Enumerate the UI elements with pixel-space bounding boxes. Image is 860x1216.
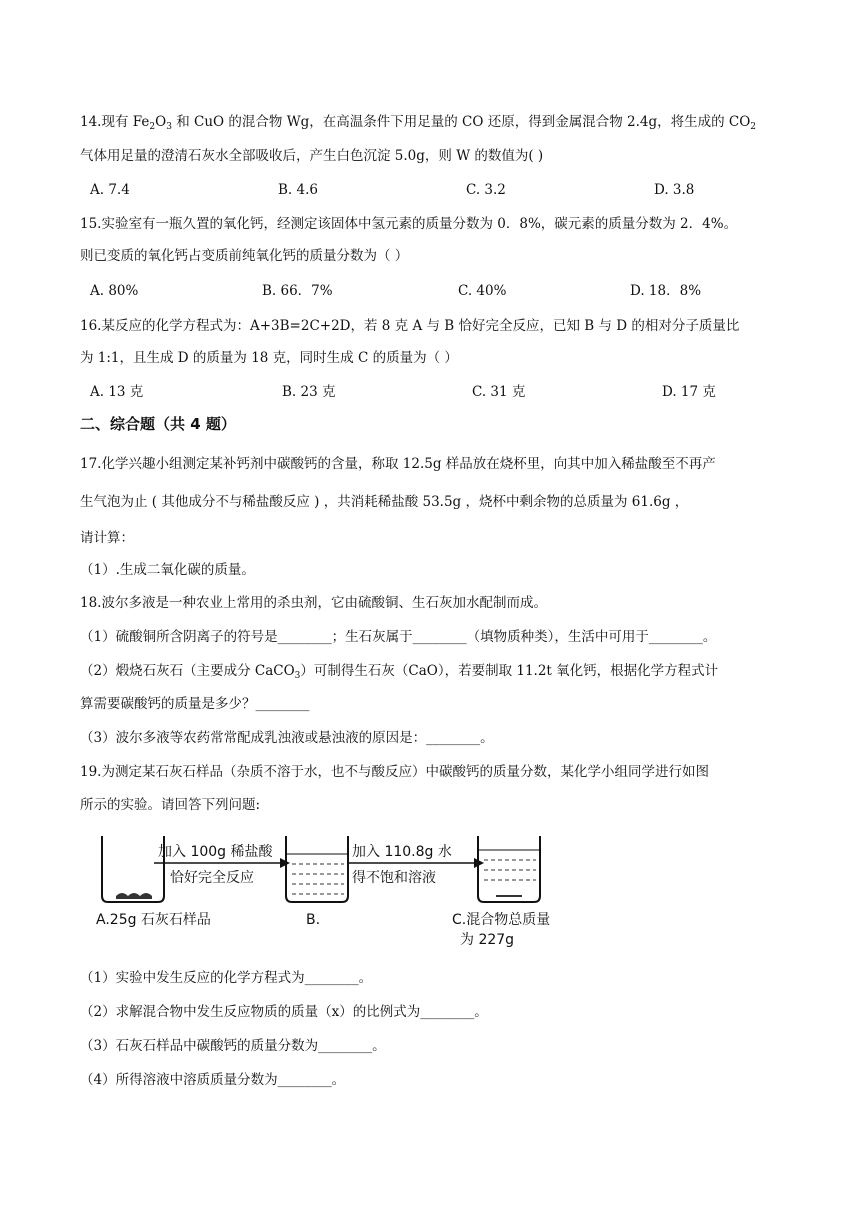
q16-line1: 16.某反应的化学方程式为：A+3B=2C+2D，若 8 克 A 与 B 恰好完全反应，已知 B 与 D 的相对分子质量比: [80, 318, 740, 334]
q18-sub3: （3）波尔多液等农药常常配成乳浊液或悬浊液的原因是：________。: [80, 730, 494, 746]
q18-line1: 18.波尔多液是一种农业上常用的杀虫剂，它由硫酸铜、生石灰加水配制而成。: [80, 595, 547, 611]
q16-option-d: D. 17 克: [662, 384, 716, 400]
q15-option-b: B. 66．7%: [262, 283, 333, 299]
beaker-b-icon: [286, 836, 348, 902]
q14-option-d: D. 3.8: [654, 182, 695, 198]
q18-sub2-line2: 算需要碳酸钙的质量是多少？________: [80, 696, 310, 712]
q18-sub1: （1）硫酸铜所含阴离子的符号是________；生石灰属于________（填物质种类），生活中可用于________。: [80, 629, 717, 645]
q15-option-d: D. 18．8%: [630, 283, 702, 299]
q14-line2: 气体用足量的澄清石灰水全部吸收后，产生白色沉淀 5.0g，则 W 的数值为( ): [80, 148, 544, 164]
section-2-heading: 二、综合题（共 4 题）: [80, 415, 236, 433]
label-b: B.: [306, 912, 321, 928]
q19-line1: 19.为测定某石灰石样品（杂质不溶于水，也不与酸反应）中碳酸钙的质量分数，某化学小组同学进行如图: [80, 764, 709, 780]
arrow2-bottom-label: 得不饱和溶液: [352, 870, 436, 886]
arrow2-top-label: 加入 110.8g 水: [352, 844, 452, 860]
q14-option-b: B. 4.6: [278, 182, 318, 198]
q17-sub1: （1）.生成二氧化碳的质量。: [80, 562, 255, 578]
label-c-line2: 为 227g: [460, 932, 515, 948]
q15-option-a: A. 80%: [90, 283, 139, 299]
q14-option-a: A. 7.4: [90, 182, 130, 198]
q16-line2: 为 1:1，且生成 D 的质量为 18 克，同时生成 C 的质量为（ ）: [80, 350, 458, 366]
q16-option-a: A. 13 克: [90, 384, 144, 400]
q15-line2: 则已变质的氧化钙占变质前纯氧化钙的质量分数为（ ）: [80, 248, 409, 264]
label-a: A.25g 石灰石样品: [96, 912, 211, 928]
q15-line1: 15.实验室有一瓶久置的氧化钙，经测定该固体中氢元素的质量分数为 0．8%，碳元素的质量分数为 2．4%。: [80, 216, 738, 232]
q19-sub1: （1）实验中发生反应的化学方程式为________。: [80, 970, 373, 986]
q19-sub2: （2）求解混合物中发生反应物质的质量（x）的比例式为________。: [80, 1004, 488, 1020]
arrow1-top-label: 加入 100g 稀盐酸: [158, 844, 273, 860]
q16-option-c: C. 31 克: [472, 384, 526, 400]
experiment-diagram: [96, 830, 576, 950]
q17-line2: 生气泡为止 ( 其他成分不与稀盐酸反应 ) ，共消耗稀盐酸 53.5g ，烧杯中剩余物的总质量为 61.6g ，: [80, 494, 689, 510]
arrow1-bottom-label: 恰好完全反应: [170, 870, 254, 886]
beaker-a-icon: [102, 836, 164, 902]
beaker-c-icon: [478, 836, 540, 902]
q17-line3: 请计算：: [80, 530, 134, 546]
q18-sub2: （2）煅烧石灰石（主要成分 CaCO$_3$）可制得生石灰（CaO），若要制取 11.2t 氧化钙，根据化学方程式计: [80, 663, 719, 681]
q14-line1: 14.现有 $Fe_2O_3$ 和 CuO 的混合物 Wg，在高温条件下用足量的 CO 还原，得到金属混合物 2.4g，将生成的 $CO_2$: [80, 114, 757, 132]
q16-option-b: B. 23 克: [282, 384, 336, 400]
q15-option-c: C. 40%: [458, 283, 507, 299]
q19-line2: 所示的实验。请回答下列问题:: [80, 797, 261, 813]
q14-option-c: C. 3.2: [466, 182, 506, 198]
q17-line1: 17.化学兴趣小组测定某补钙剂中碳酸钙的含量，称取 12.5g 样品放在烧杯里，向其中加入稀盐酸至不再产: [80, 456, 716, 472]
q19-sub3: （3）石灰石样品中碳酸钙的质量分数为________。: [80, 1038, 386, 1054]
q19-sub4: （4）所得溶液中溶质质量分数为________。: [80, 1072, 346, 1088]
label-c-line1: C.混合物总质量: [452, 912, 551, 928]
